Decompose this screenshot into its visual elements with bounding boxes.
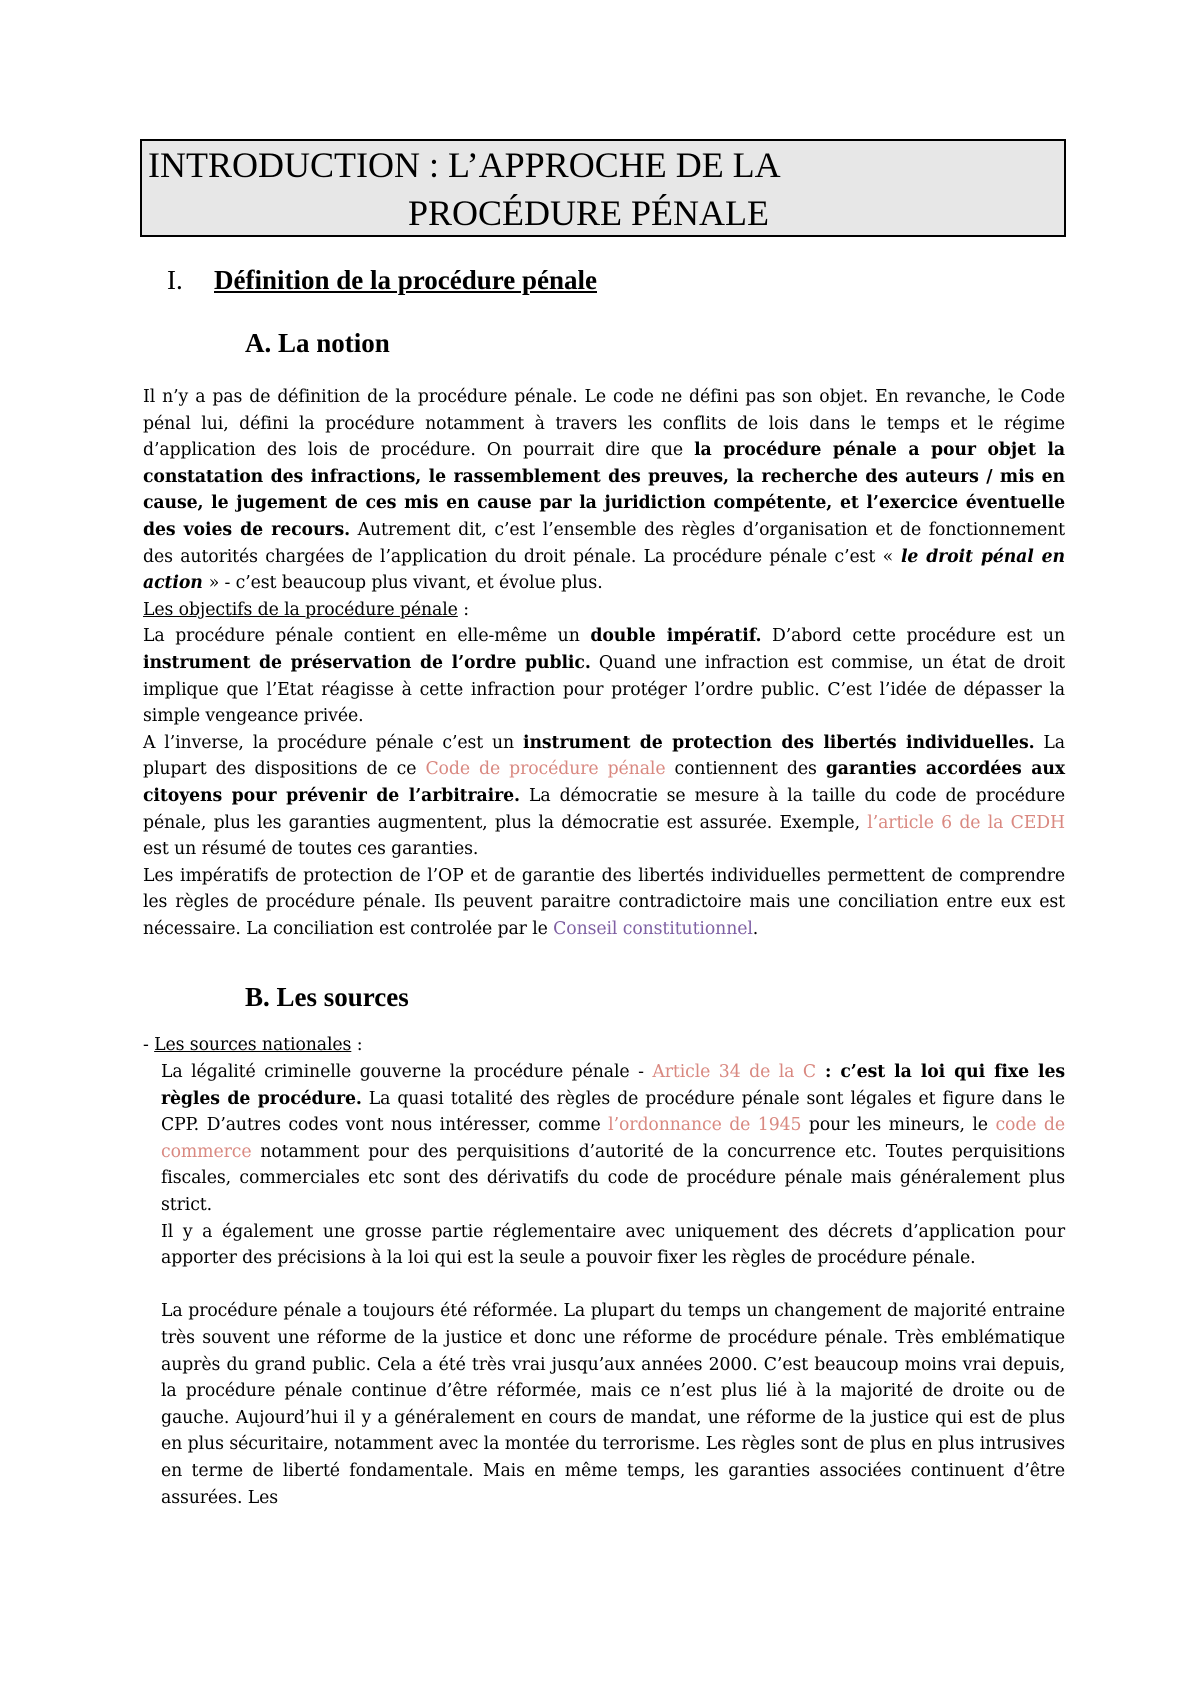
text-run: Autrement dit, c’est l’ensemble des règles d’organisation et de fonctionnement des autorités chargées de l’application du droit pénale. La procédure pénale c’est « xyxy=(143,519,1065,567)
text-run: D’abord cette procédure est un xyxy=(761,626,1065,647)
text-run: A l’inverse, la procédure pénale c’est un xyxy=(143,732,523,753)
paragraph xyxy=(161,1059,1065,1219)
objectifs-label-line xyxy=(143,597,1065,624)
section-number: I. xyxy=(167,265,183,295)
link-ordonnance-1945[interactable]: l’ordonnance de 1945 xyxy=(608,1115,802,1136)
underlined-label: Les sources nationales xyxy=(154,1035,352,1055)
text-run: La plupart des dispositions de ce xyxy=(143,732,1065,780)
text-run: Quand une infraction est commise, un état de droit implique que l’Etat réagisse à cette infraction pour protéger l’ordre public. C’est l’idée de dépasser la simple vengeance privée. xyxy=(143,652,1065,727)
text-run: notamment pour des perquisitions d’autorité de la concurrence etc. Toutes perquisitions fiscales, commerciales etc sont des dérivatifs du code de procédure pénale mais généralement plus strict. xyxy=(161,1141,1065,1215)
chapter-title-line-2: PROCÉDURE PÉNALE xyxy=(408,193,770,233)
paragraph: Il y a également une grosse partie réglementaire avec uniquement des décrets d’application pour apporter des précisions à la loi qui est la seule a pouvoir fixer les règles de procédure pénale. xyxy=(161,1221,1065,1269)
chapter-title-box xyxy=(140,139,1066,237)
text-run: La démocratie se mesure à la taille du code de procédure pénale, plus les garanties augmentent, plus la démocratie est assurée. Exemple, xyxy=(143,785,1065,833)
paragraph xyxy=(143,730,1065,863)
bold-text: instrument de préservation de l’ordre public. xyxy=(143,652,591,673)
bold-text: garanties accordées aux citoyens pour prévenir de l’arbitraire. xyxy=(143,759,1065,806)
bold-text: : c’est la loi qui fixe les règles de procédure. xyxy=(161,1062,1065,1109)
bold-text: la procédure pénale a pour objet la constatation des infractions, le rassemblement des preuves, la recherche des auteurs / mis en cause, le jugement de ces mis en cause par la juridiction compétente, et l’exercice éventuelle des voies de recours. xyxy=(143,440,1065,540)
section-heading xyxy=(167,265,597,296)
paragraph xyxy=(143,384,1065,597)
text-run: La quasi totalité des règles de procédure pénale sont légales et figure dans le CPP. D’autres codes vont nous intéresser, comme xyxy=(161,1088,1065,1136)
bold-text: double impératif. xyxy=(590,626,762,647)
bold-italic-text: le droit pénal en action xyxy=(143,546,1065,594)
paragraph xyxy=(143,863,1065,943)
text-run: contiennent des xyxy=(665,759,826,780)
subsection-heading-b: B. Les sources xyxy=(245,982,409,1012)
link-article-6-cedh[interactable]: l’article 6 de la CEDH xyxy=(867,812,1066,833)
text-run: . xyxy=(752,918,759,939)
underlined-label: Les objectifs de la procédure pénale xyxy=(143,599,458,620)
link-article-34[interactable]: Article 34 de la C xyxy=(652,1062,816,1082)
text-run: La procédure pénale contient en elle-même un xyxy=(143,626,591,647)
text-run: Les impératifs de protection de l’OP et de garantie des libertés individuelles permettent de comprendre les règles de procédure pénale. Ils peuvent paraitre contradictoire mais une conciliation entre eux est nécessaire. La conciliation est controlée par le xyxy=(143,865,1065,939)
text-run: pour les mineurs, le xyxy=(801,1115,996,1136)
link-code-procedure-penale[interactable]: Code de procédure pénale xyxy=(425,759,666,780)
text-run: » - c’est beaucoup plus vivant, et évolue plus. xyxy=(208,573,603,594)
sources-label-line xyxy=(143,1032,1065,1059)
paragraph xyxy=(143,623,1065,729)
text-run: La légalité criminelle gouverne la procédure pénale - xyxy=(161,1062,653,1082)
text-run: : xyxy=(351,1035,363,1055)
section-b-body xyxy=(161,1059,1065,1511)
bold-text: instrument de protection des libertés individuelles. xyxy=(523,732,1035,753)
paragraph: La procédure pénale a toujours été réformée. La plupart du temps un changement de majorité entraine très souvent une réforme de la justice et donc une réforme de procédure pénale. Très emblématique auprès du grand public. Cela a été très vrai jusqu’aux années 2000. C’est beaucoup moins vrai depuis, la procédure pénale continue d’être réformée, mais ce n’est plus lié à la majorité de droite ou de gauche. Aujourd’hui il y a généralement en cours de mandat, une réforme de la justice qui est de plus en plus sécuritaire, notamment avec la montée du terrorisme. Les règles sont de plus en plus intrusives en terme de liberté fondamentale. Mais en même temps, les garanties associées continuent d’être assurées. Les xyxy=(161,1301,1065,1508)
text-run: - xyxy=(143,1035,155,1055)
text-run: Il n’y a pas de définition de la procédure pénale. Le code ne défini pas son objet. En revanche, le Code pénal lui, défini la procédure notamment à travers les conflits de lois dans le temps et le régime d’application des lois de procédure. On pourrait dire que xyxy=(143,387,1065,461)
chapter-title-line-1: INTRODUCTION : L’APPROCHE DE LA xyxy=(148,145,781,185)
link-code-de-commerce[interactable]: code de commerce xyxy=(161,1115,1065,1162)
sources-nationales-line xyxy=(143,1032,1065,1059)
section-a-body xyxy=(143,384,1065,942)
text-run: est un résumé de toutes ces garanties. xyxy=(143,839,479,860)
section-title: Définition de la procédure pénale xyxy=(214,265,597,295)
link-conseil-constitutionnel[interactable]: Conseil constitutionnel xyxy=(553,918,753,939)
text-run: : xyxy=(457,599,469,620)
subsection-heading-a: A. La notion xyxy=(245,328,390,358)
